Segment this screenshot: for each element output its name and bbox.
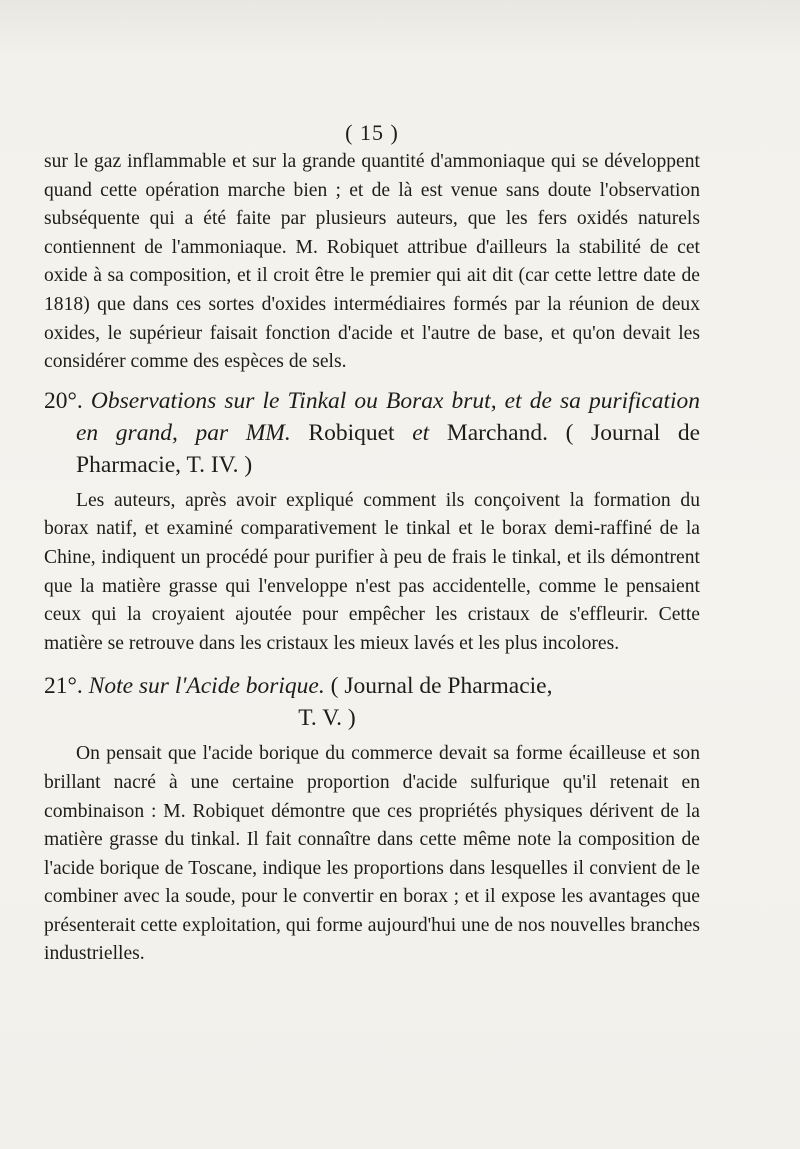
section-conjunction: et — [412, 419, 430, 446]
section-author: Robiquet — [308, 419, 395, 446]
section-source: ( Journal de Pharmacie, — [330, 673, 553, 700]
section-title: Observations sur le Tinkal ou Borax brut, et de sa purification en grand, par MM. — [76, 387, 701, 446]
section-body-21: On pensait que l'acide borique du commerce devait sa forme écailleuse et son brillant nacré à une certaine proportion d'acide sulfurique qu'il retenait en combinaison : M. Robiquet démontre que ces propriétés physiques dérivent de la matière grasse du tinkal. Il fait connaître dans cette même note la composition de l'acide borique de Toscane, indique les proportions dans lesquelles il convient de le combiner avec la soude, pour le convertir en borax ; et il expose les avantages que présenterait cette exploitation, qui forme aujourd'hui une de nos nouvelles branches industrielles. — [44, 743, 700, 965]
section-body-20: Les auteurs, après avoir expliqué comment ils conçoivent la formation du borax natif, et examiné comparativement le tinkal et le borax demi-raffiné de la Chine, indiquent un procédé pour purifier à peu de frais le tinkal, et ils démontrent que la matière grasse qui l'enveloppe n'est pas accidentelle, comme le pensaient ceux qui la croyaient ajoutée pour empêcher les cristaux de s'effleurir. Cette matière se retrouve dans les cristaux les mieux lavés et les plus incolores. — [44, 489, 700, 654]
paragraph-continuation: sur le gaz inflammable et sur la grande quantité d'ammoniaque qui se développent quand cette opération marche bien ; et de là est venue sans doute l'observation subséquente qui a été faite par plusieurs auteurs, que les fers oxidés naturels contiennent de l'ammoniaque. M. Robiquet attribue d'ailleurs la stabilité de cet oxide à sa composition, et il croit être le premier qui ait dit (car cette lettre date de 1818) que dans ces sortes d'oxides intermédiaires formés par la réunion de deux oxides, le supérieur faisait fonction d'acide et l'autre de base, et qu'on devait les considérer comme des espèces de sels. — [44, 151, 700, 373]
section-heading-20 — [44, 385, 700, 481]
section-heading-21 — [44, 670, 700, 734]
text-column — [44, 118, 700, 969]
section-source-line2: T. V. ) — [298, 705, 356, 732]
section-title: Note sur l'Acide borique. — [88, 673, 325, 700]
page-number: ( 15 ) — [345, 120, 399, 145]
section-source: Marchand. ( Journal de Pharmacie, T. IV. ) — [76, 419, 701, 478]
section-number: 20°. — [44, 387, 83, 414]
section-number: 21°. — [44, 673, 83, 700]
